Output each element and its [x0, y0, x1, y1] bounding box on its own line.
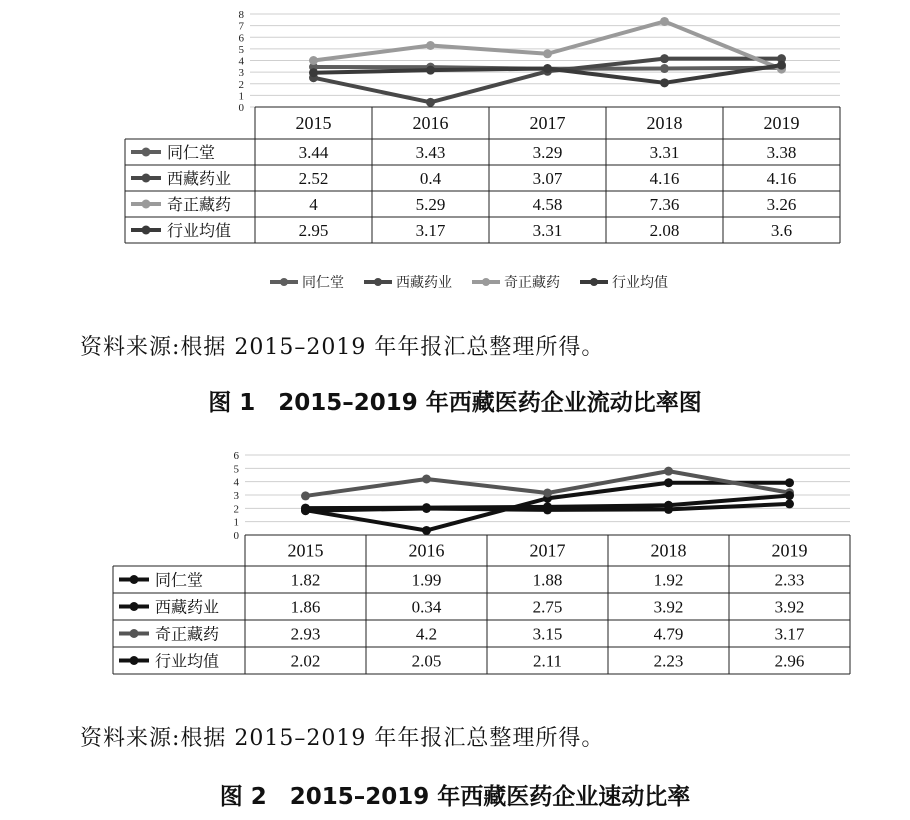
chart2-row-key-marker: [130, 656, 139, 665]
chart1-y-tick-label: 2: [238, 78, 244, 91]
chart2-data-label: 1.99: [411, 570, 442, 590]
chart2-row-key-marker: [130, 602, 139, 611]
chart2-y-tick-label: 3: [233, 490, 239, 502]
chart2-x-category-label: 2017: [529, 540, 566, 561]
chart2-data-label: 3.15: [532, 624, 563, 644]
chart1-y-tick-label: 8: [238, 9, 244, 21]
chart1-legend-entry: 行业均值: [612, 275, 668, 291]
chart2-row-key-marker: [130, 629, 139, 638]
chart1-data-label: 7.36: [649, 195, 680, 214]
chart2-data-label: 2.96: [774, 651, 805, 671]
chart2-data-point: [664, 467, 673, 476]
chart1-data-label: 4.16: [766, 169, 797, 188]
chart2-data-point: [543, 502, 552, 511]
chart2-data-point: [422, 526, 431, 535]
chart2-data-label: 2.93: [290, 624, 321, 644]
chart1-y-tick-label: 3: [238, 67, 244, 80]
chart2-data-label: 3.92: [653, 597, 684, 617]
chart2-y-tick-label: 0: [233, 530, 239, 542]
chart2-data-point: [664, 501, 673, 510]
chart1-data-label: 3.43: [415, 143, 446, 162]
chart2-data-label: 1.86: [290, 597, 321, 617]
chart2-x-category-label: 2016: [408, 540, 445, 561]
chart2-y-tick-label: 2: [233, 503, 239, 516]
chart1-data-label: 4.16: [649, 169, 680, 188]
chart1-y-tick-label: 4: [238, 55, 244, 68]
chart2-x-category-label: 2018: [650, 540, 687, 561]
chart1-y-tick-label: 7: [238, 20, 244, 33]
chart2-data-label: 2.23: [653, 651, 684, 671]
chart1-y-tick-label: 0: [238, 102, 244, 114]
chart1-legend-entry: 西藏药业: [396, 275, 452, 291]
chart1-data-label: 0.4: [419, 169, 442, 188]
chart2-source-note: 资料来源:根据 2015–2019 年年报汇总整理所得。: [80, 726, 605, 751]
chart2-data-point: [301, 491, 310, 500]
chart2-y-tick-label: 4: [233, 476, 239, 489]
chart2-data-label: 1.88: [532, 570, 563, 590]
chart1-data-label: 3.31: [649, 143, 680, 162]
chart1-row-series-name: 奇正藏药: [167, 195, 232, 214]
chart1-row-series-name: 行业均值: [167, 221, 232, 240]
chart2-data-label: 2.02: [290, 651, 321, 671]
chart2-data-label: 2.33: [774, 570, 805, 590]
chart2-x-category-label: 2019: [771, 540, 808, 561]
chart2-data-point: [543, 489, 552, 498]
chart1-data-label: 3.44: [298, 143, 329, 162]
chart2-caption: 图 2 2015–2019 年西藏医药企业速动比率: [219, 784, 691, 810]
chart2-row-series-name: 行业均值: [155, 651, 220, 671]
chart2-row-series-name: 西藏药业: [155, 597, 220, 617]
chart2-data-label: 1.82: [290, 570, 321, 590]
chart1-y-tick-label: 5: [238, 43, 244, 56]
chart1-data-label: 5.29: [415, 195, 446, 214]
chart2-data-label: 1.92: [653, 570, 684, 590]
chart2-y-tick-label: 1: [233, 516, 239, 529]
chart2-data-label: 2.11: [532, 651, 563, 671]
chart1-legend-entry: 同仁堂: [302, 275, 344, 291]
chart1-data-label: 2.95: [298, 221, 329, 240]
chart2-data-label: 4.79: [653, 624, 684, 644]
chart1-source-note: 资料来源:根据 2015–2019 年年报汇总整理所得。: [80, 335, 605, 360]
chart1-data-label: 2.08: [649, 221, 680, 240]
chart2-data-point: [422, 503, 431, 512]
chart2-data-label: 2.75: [532, 597, 563, 617]
chart1-data-label: 3.07: [532, 169, 563, 188]
chart2-row-series-name: 同仁堂: [155, 570, 204, 590]
chart1-data-label: 3.29: [532, 143, 563, 162]
chart2-data-point: [785, 499, 794, 508]
chart1-y-tick-label: 1: [238, 90, 244, 103]
chart1-x-category-label: 2016: [412, 113, 449, 133]
chart2-x-category-label: 2015: [287, 540, 324, 561]
chart2-data-label: 0.34: [411, 597, 442, 617]
chart2-data-point: [785, 478, 794, 487]
chart1-data-label: 4.58: [532, 195, 563, 214]
chart1-data-label: 3.17: [415, 221, 446, 240]
chart2-data-point: [785, 491, 794, 500]
chart1-x-category-label: 2017: [529, 113, 566, 133]
chart2-data-label: 2.05: [411, 651, 442, 671]
chart2-y-tick-label: 6: [233, 450, 239, 462]
chart1-data-label: 3.26: [766, 195, 797, 214]
chart2-data-label: 3.92: [774, 597, 805, 617]
chart2-data-point: [664, 478, 673, 487]
chart1-data-label: 4: [309, 195, 318, 214]
chart1-data-label: 3.38: [766, 143, 797, 162]
chart2-data-label: 4.2: [415, 624, 438, 644]
chart2-y-tick-label: 5: [233, 463, 239, 476]
chart1-row-series-name: 同仁堂: [167, 143, 216, 162]
chart1-x-category-label: 2019: [763, 113, 800, 133]
chart1-y-tick-label: 6: [238, 32, 244, 45]
chart2-data-label: 3.17: [774, 624, 805, 644]
chart1-data-label: 3.31: [532, 221, 563, 240]
chart2-data-point: [301, 504, 310, 513]
chart1-row-series-name: 西藏药业: [167, 169, 232, 188]
chart1-data-label: 3.6: [770, 221, 793, 240]
chart1-data-label: 2.52: [298, 169, 329, 188]
chart2-row-key-marker: [130, 575, 139, 584]
chart2-row-series-name: 奇正藏药: [155, 624, 220, 644]
chart1-x-category-label: 2015: [295, 113, 332, 133]
chart2-data-point: [422, 475, 431, 484]
chart1-caption: 图 1 2015–2019 年西藏医药企业流动比率图: [208, 390, 702, 416]
chart1-x-category-label: 2018: [646, 113, 683, 133]
chart1-legend-entry: 奇正藏药: [504, 275, 560, 291]
